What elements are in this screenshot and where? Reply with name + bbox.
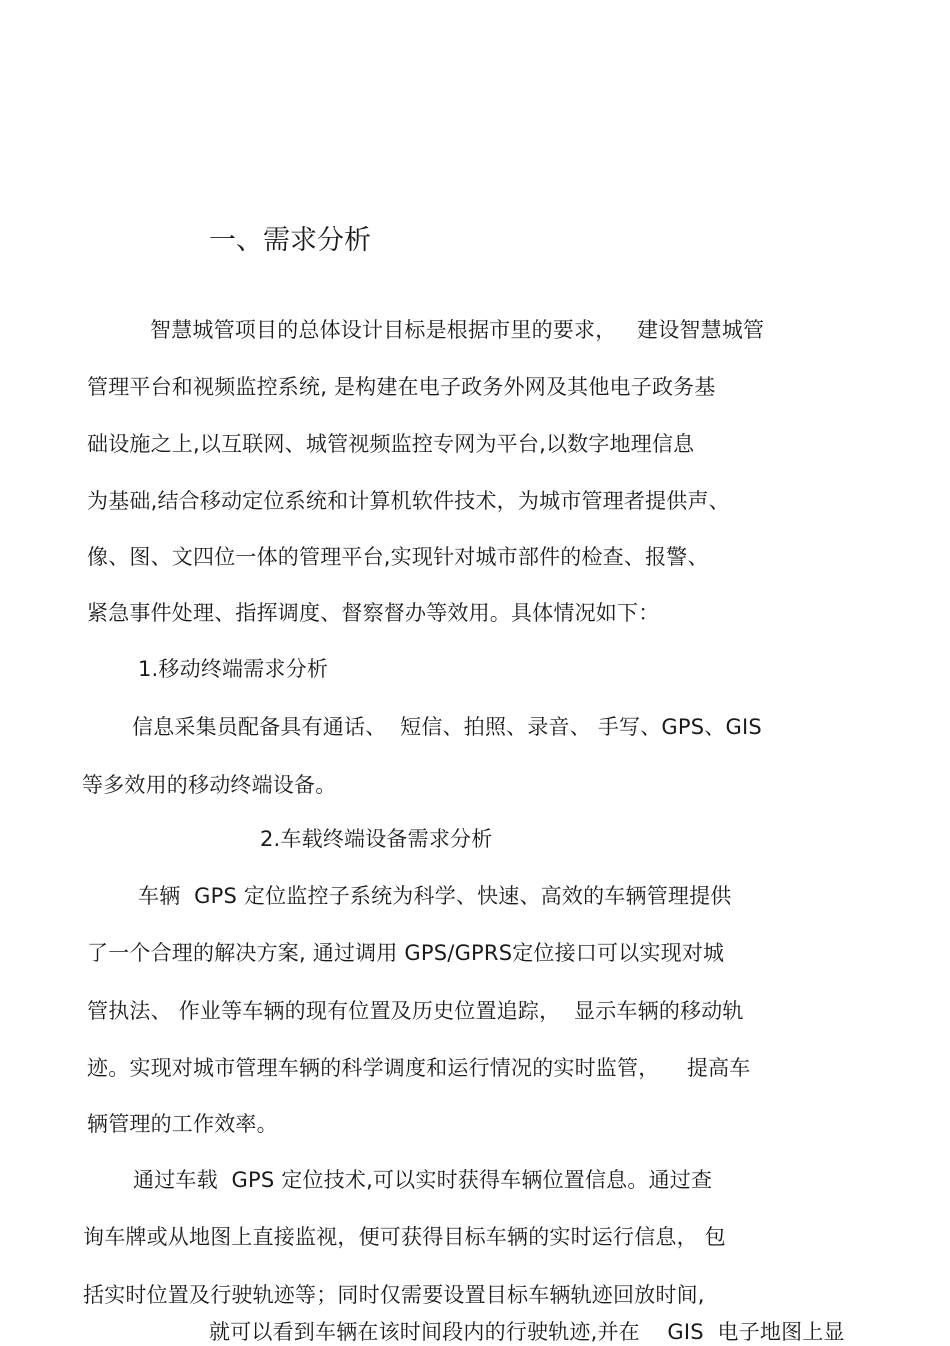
intro-line-4: 为基础,结合移动定位系统和计算机软件技术，为城市管理者提供声、 xyxy=(87,489,730,513)
section2-para2-line-1: 通过车载 GPS 定位技术,可以实时获得车辆位置信息。通过查 xyxy=(133,1168,713,1192)
section2-para2-line-4: 就可以看到车辆在该时间段内的行驶轨迹,并在 GIS 电子地图上显 xyxy=(209,1320,845,1344)
section2-line-4: 迹。实现对城市管理车辆的科学调度和运行情况的实时监管， 提高车 xyxy=(87,1056,751,1080)
section2-line-5: 辆管理的工作效率。 xyxy=(87,1112,278,1136)
section2-line-1: 车辆 GPS 定位监控子系统为科学、快速、高效的车辆管理提供 xyxy=(138,884,732,908)
section2-line-2: 了一个合理的解决方案, 通过调用 GPS/GPRS定位接口可以实现对城 xyxy=(87,941,725,965)
section2-line-3: 管执法、 作业等车辆的现有位置及历史位置追踪， 显示车辆的移动轨 xyxy=(87,999,744,1023)
intro-line-1: 智慧城管项目的总体设计目标是根据市里的要求， 建设智慧城管 xyxy=(150,318,765,342)
section-heading: 一、需求分析 xyxy=(209,225,371,256)
section1-line-2: 等多效用的移动终端设备。 xyxy=(82,773,337,797)
intro-line-5: 像、图、文四位一体的管理平台,实现针对城市部件的检查、报警、 xyxy=(87,545,709,569)
subsection-title-2: 2.车载终端设备需求分析 xyxy=(260,827,493,851)
intro-line-6: 紧急事件处理、指挥调度、督察督办等效用。具体情况如下： xyxy=(87,601,660,625)
section1-line-1: 信息采集员配备具有通话、 短信、拍照、录音、 手写、GPS、GIS xyxy=(132,715,762,739)
intro-line-3: 础设施之上,以互联网、城管视频监控专网为平台,以数字地理信息 xyxy=(87,432,695,456)
intro-line-2: 管理平台和视频监控系统, 是构建在电子政务外网及其他电子政务基 xyxy=(87,375,716,399)
section2-para2-line-3: 括实时位置及行驶轨迹等；同时仅需要设置目标车辆轨迹回放时间, xyxy=(83,1283,705,1307)
section2-para2-line-2: 询车牌或从地图上直接监视，便可获得目标车辆的实时运行信息， 包 xyxy=(83,1225,726,1249)
subsection-title-1: 1.移动终端需求分析 xyxy=(138,657,329,681)
